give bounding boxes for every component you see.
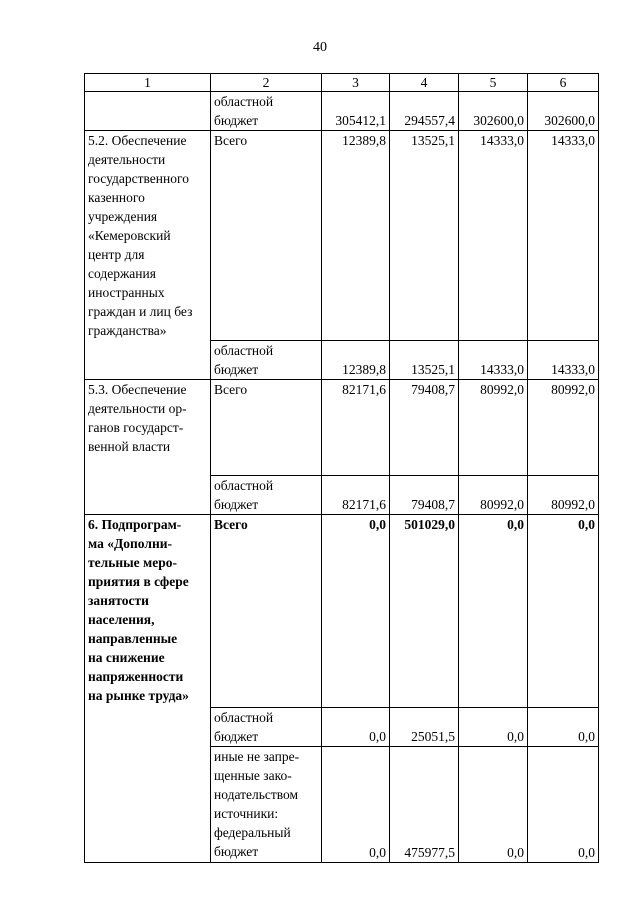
value-cell: 14333,0	[459, 341, 528, 380]
value-cell: 82171,6	[322, 476, 390, 515]
measure-name-5-3: 5.3. Обеспечение деятельности ор- ганов государст- венной власти	[85, 380, 211, 515]
value-cell: 13525,1	[390, 341, 459, 380]
value-cell: 0,0	[528, 747, 599, 863]
value-cell: 80992,0	[528, 476, 599, 515]
table-row	[85, 515, 599, 708]
value-cell: 302600,0	[528, 92, 599, 131]
total-label: Всего	[211, 515, 322, 708]
subprogram-name-6: 6. Подпрограм- ма «Дополни- тельные меро- приятия в сфере занятости населения, направленные на снижение напряженности на рынке труда»	[85, 515, 211, 863]
value-cell: 0,0	[528, 515, 599, 708]
value-cell: 12389,8	[322, 341, 390, 380]
value-cell: 80992,0	[459, 380, 528, 476]
value-cell: 13525,1	[390, 131, 459, 341]
value-cell: 14333,0	[528, 131, 599, 341]
table-row	[85, 380, 599, 476]
page-number: 40	[313, 40, 327, 55]
value-cell: 25051,5	[390, 708, 459, 747]
value-cell: 14333,0	[459, 131, 528, 341]
value-cell: 12389,8	[322, 131, 390, 341]
value-cell: 302600,0	[459, 92, 528, 131]
header-cell-1: 1	[85, 74, 211, 92]
header-cell-2: 2	[211, 74, 322, 92]
value-cell: 0,0	[459, 515, 528, 708]
value-cell: 0,0	[322, 747, 390, 863]
header-cell-5: 5	[459, 74, 528, 92]
value-cell: 0,0	[528, 708, 599, 747]
table-row	[85, 92, 599, 131]
value-cell: 0,0	[322, 708, 390, 747]
funding-source: областной бюджет	[211, 92, 322, 131]
value-cell: 305412,1	[322, 92, 390, 131]
table-header-row	[85, 74, 599, 92]
value-cell: 80992,0	[528, 380, 599, 476]
funding-source: областной бюджет	[211, 341, 322, 380]
total-label: Всего	[211, 131, 322, 341]
value-cell: 79408,7	[390, 476, 459, 515]
value-cell: 0,0	[459, 747, 528, 863]
header-cell-6: 6	[528, 74, 599, 92]
value-cell: 79408,7	[390, 380, 459, 476]
budget-table	[84, 73, 599, 863]
header-cell-3: 3	[322, 74, 390, 92]
funding-source: областной бюджет	[211, 476, 322, 515]
value-cell: 0,0	[322, 515, 390, 708]
value-cell: 475977,5	[390, 747, 459, 863]
value-cell: 14333,0	[528, 341, 599, 380]
funding-source: областной бюджет	[211, 708, 322, 747]
measure-name-5-2: 5.2. Обеспечение деятельности государственного казенного учреждения «Кемеровский центр для содержания иностранных граждан и лиц без гражданства»	[85, 131, 211, 380]
header-cell-4: 4	[390, 74, 459, 92]
empty-cell	[85, 92, 211, 131]
value-cell: 294557,4	[390, 92, 459, 131]
value-cell: 80992,0	[459, 476, 528, 515]
value-cell: 82171,6	[322, 380, 390, 476]
total-label: Всего	[211, 380, 322, 476]
value-cell: 0,0	[459, 708, 528, 747]
table-row	[85, 131, 599, 341]
funding-source: иные не запре- щенные зако- нодательством источники: федеральный бюджет	[211, 747, 322, 863]
value-cell: 501029,0	[390, 515, 459, 708]
